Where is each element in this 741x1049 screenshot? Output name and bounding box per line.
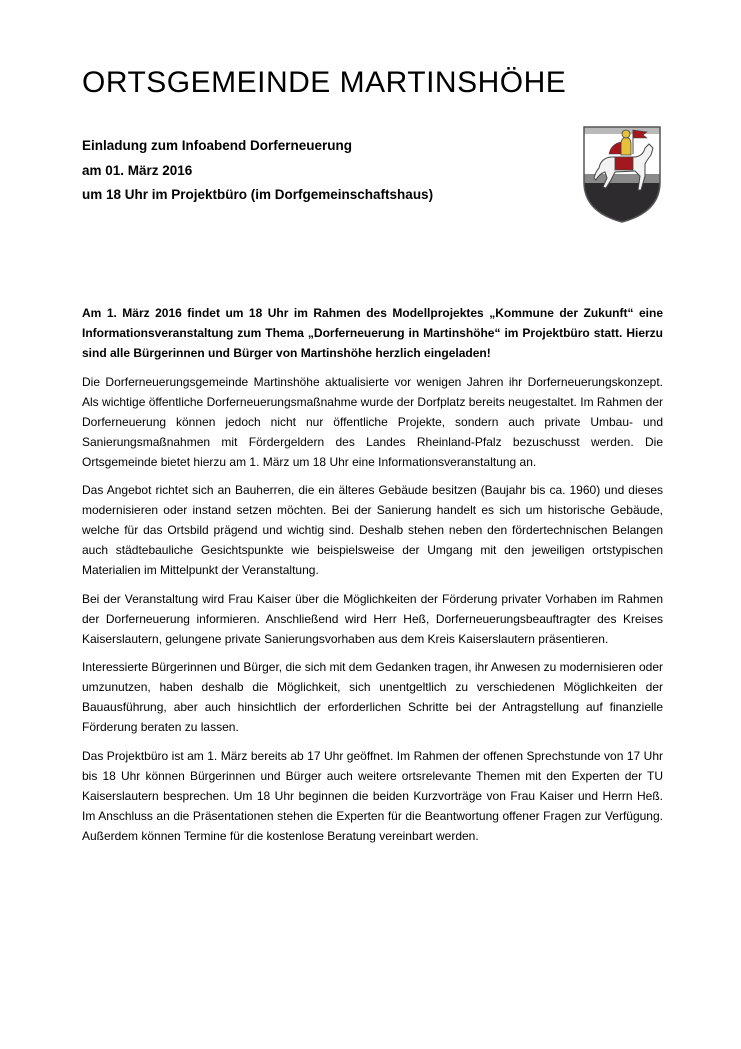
page-title: ORTSGEMEINDE MARTINSHÖHE bbox=[82, 66, 567, 99]
paragraph: Das Angebot richtet sich an Bauherren, die ein älteres Gebäude besitzen (Baujahr bis ca. 1960) und dieses modernisieren oder instand setzen möchten. Bei der Sanierung handelt es sich um historische Gebäude, welche für das Ortsbild prägend und wichtig sind. Deshalb stehen neben den fördertechnischen Belangen auch städtebauliche Gesichtspunkte wie beispielsweise der Umgang mit den jeweiligen ortstypischen Materialien im Mittelpunkt der Veranstaltung. bbox=[82, 483, 663, 577]
invitation-block bbox=[82, 134, 433, 208]
invitation-line-date: am 01. März 2016 bbox=[82, 162, 193, 178]
invitation-line-event: Einladung zum Infoabend Dorferneuerung bbox=[82, 138, 352, 153]
paragraph: Bei der Veranstaltung wird Frau Kaiser über die Möglichkeiten der Förderung privater Vorhaben im Rahmen der Dorferneuerung informieren. Anschließend wird Herr Heß, Dorferneuerungsbeauftragter des Kreises Kaiserslautern, gelungene private Sanierungsvorhaben aus dem Kreis Kaiserslautern präsentieren. bbox=[82, 591, 663, 646]
paragraph: Die Dorferneuerungsgemeinde Martinshöhe aktualisierte vor wenigen Jahren ihr Dorferneuerungskonzept. Als wichtige öffentliche Dorferneuerungsmaßnahme wurde der Dorfplatz bereits neugestaltet. Im Rahmen der Dorferneuerung können jedoch nicht nur öffentliche Projekte, sondern auch private Umbau- und Sanierungsmaßnahmen mit Fördergeldern des Landes Rheinland-Pfalz bezuschusst werden. Die Ortsgemeinde bietet hierzu am 1. März um 18 Uhr eine Informationsveranstaltung an. bbox=[82, 374, 663, 469]
paragraph: Interessierte Bürgerinnen und Bürger, die sich mit dem Gedanken tragen, ihr Anwesen zu modernisieren oder umzunutzen, haben deshalb die Möglichkeit, sich unentgeltlich zu verschiedenen Möglichkeiten der Bauausführung, aber auch hinsichtlich der erforderlichen Schritte bei der Antragstellung auf finanzielle Förderung beraten zu lassen. bbox=[82, 660, 663, 734]
body-text bbox=[82, 303, 663, 854]
coat-of-arms-icon bbox=[581, 124, 663, 224]
paragraph: Das Projektbüro ist am 1. März bereits ab 17 Uhr geöffnet. Im Rahmen der offenen Sprechstunde von 17 Uhr bis 18 Uhr können Bürgerinnen und Bürger auch weitere ortsrelevante Themen mit den Experten der TU Kaiserslautern besprechen. Um 18 Uhr beginnen die beiden Kurzvorträge von Frau Kaiser und Herrn Heß. Im Anschluss an die Präsentationen stehen die Experten für die Beantwortung offener Fragen zur Verfügung. Außerdem können Termine für die kostenlose Beratung vereinbart werden. bbox=[82, 748, 663, 843]
invitation-line-time-place: um 18 Uhr im Projektbüro (im Dorfgemeinschaftshaus) bbox=[82, 187, 434, 202]
paragraph-intro: Am 1. März 2016 findet um 18 Uhr im Rahmen des Modellprojektes „Kommune der Zukunft“ eine Informationsveranstaltung zum Thema „Dorferneuerung in Martinshöhe“ im Projektbüro statt. Hierzu sind alle Bürgerinnen und Bürger von Martinshöhe herzlich eingeladen! bbox=[82, 306, 663, 360]
